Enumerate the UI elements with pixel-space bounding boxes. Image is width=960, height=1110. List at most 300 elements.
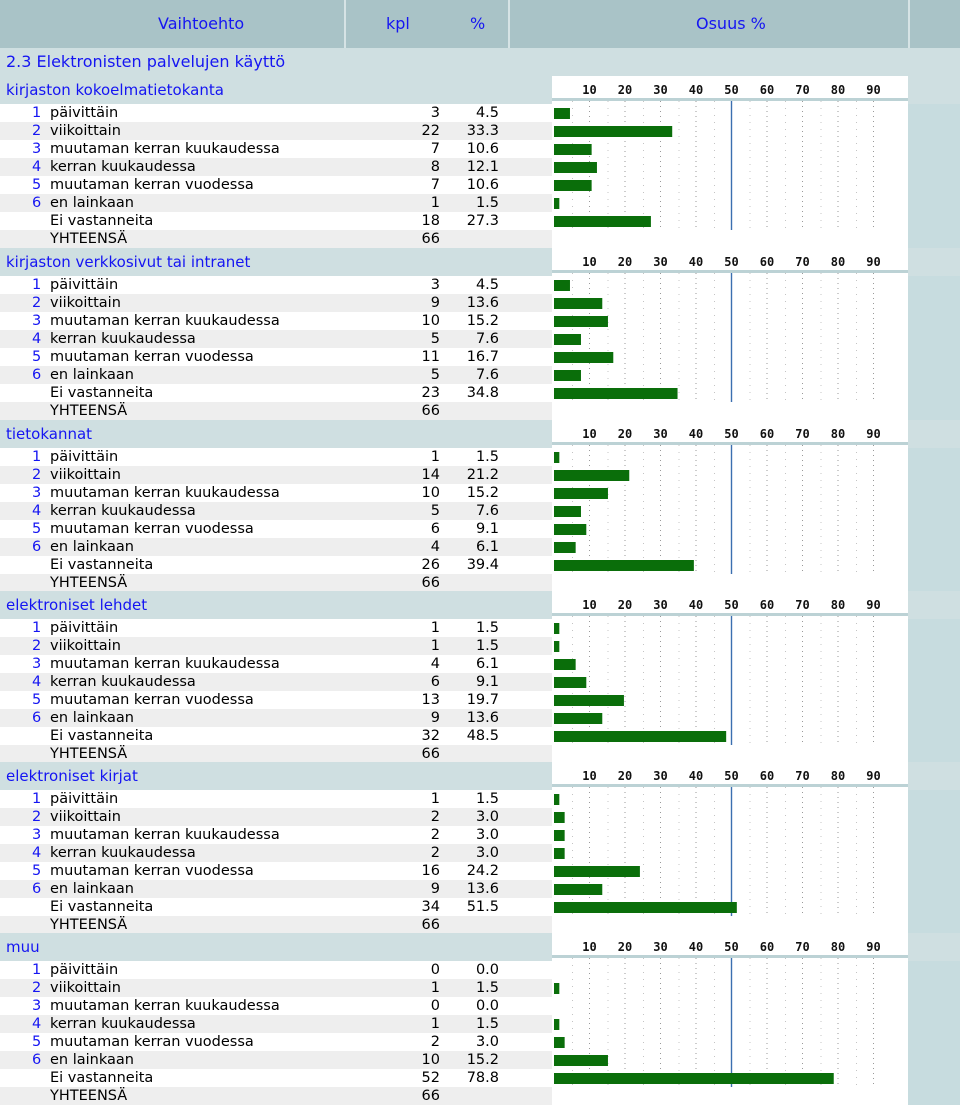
total-label: YHTEENSÄ (50, 746, 128, 762)
row-right-gutter (908, 655, 960, 673)
percent-value: 1.5 (475, 620, 499, 636)
count-value: 5 (430, 503, 440, 519)
share-bar (554, 198, 559, 209)
count-value: 23 (421, 385, 440, 401)
row-right-gutter (908, 366, 960, 384)
option-label: muutaman kerran vuodessa (50, 692, 254, 708)
tick-label: 10 (582, 769, 597, 783)
percent-value: 7.6 (475, 367, 499, 383)
tick-label: 70 (795, 255, 810, 269)
percent-value: 34.8 (466, 385, 499, 401)
percent-value: 15.2 (466, 485, 499, 501)
total-count: 66 (421, 746, 440, 762)
count-value: 10 (421, 485, 440, 501)
tick-label: 10 (582, 83, 597, 97)
option-number: 1 (32, 105, 42, 121)
share-bar-chart (552, 420, 908, 574)
option-number: 1 (32, 449, 42, 465)
row-right-gutter (908, 673, 960, 691)
count-value: 2 (430, 809, 440, 825)
count-value: 1 (430, 791, 440, 807)
col-pct-header: % (470, 14, 486, 33)
option-number: 3 (32, 827, 42, 843)
count-value: 6 (430, 674, 440, 690)
share-bar-chart (552, 76, 908, 230)
row-right-gutter (908, 1051, 960, 1069)
row-right-gutter (908, 212, 960, 230)
share-bar (554, 866, 640, 877)
section-heading-band (0, 48, 960, 76)
share-bar (554, 470, 629, 481)
tick-label: 90 (866, 940, 881, 954)
option-label: kerran kuukaudessa (50, 1016, 196, 1032)
total-row (0, 916, 960, 934)
tick-label: 80 (830, 940, 846, 954)
option-label: muutaman kerran vuodessa (50, 349, 254, 365)
tick-label: 90 (866, 769, 881, 783)
tick-label: 60 (759, 427, 775, 441)
share-bar (554, 983, 559, 994)
row-right-gutter (908, 709, 960, 727)
percent-value: 3.0 (475, 827, 499, 843)
total-label: YHTEENSÄ (50, 917, 128, 933)
tick-label: 20 (617, 940, 633, 954)
row-right-gutter (908, 790, 960, 808)
percent-value: 15.2 (466, 313, 499, 329)
option-label: Ei vastanneita (50, 1070, 154, 1086)
section-title: elektroniset kirjat (6, 767, 138, 785)
row-right-gutter (908, 176, 960, 194)
tick-label: 20 (617, 255, 633, 269)
percent-value: 21.2 (466, 467, 499, 483)
option-label: viikoittain (50, 638, 121, 654)
option-label: päivittäin (50, 791, 119, 807)
option-number: 3 (32, 656, 42, 672)
share-bar (554, 452, 559, 463)
share-bar (554, 388, 678, 399)
option-number: 2 (32, 123, 42, 139)
tick-label: 40 (688, 83, 704, 97)
percent-value: 1.5 (475, 638, 499, 654)
option-label: kerran kuukaudessa (50, 845, 196, 861)
option-number: 5 (32, 692, 42, 708)
percent-value: 4.5 (475, 277, 499, 293)
count-value: 1 (430, 1016, 440, 1032)
count-value: 9 (430, 295, 440, 311)
option-label: viikoittain (50, 467, 121, 483)
percent-value: 51.5 (466, 899, 499, 915)
row-right-gutter (908, 916, 960, 934)
row-right-gutter (908, 844, 960, 862)
option-number: 2 (32, 638, 42, 654)
option-label: en lainkaan (50, 1052, 134, 1068)
percent-value: 24.2 (466, 863, 499, 879)
option-number: 2 (32, 980, 42, 996)
option-label: muutaman kerran kuukaudessa (50, 485, 280, 501)
option-label: Ei vastanneita (50, 385, 154, 401)
count-value: 4 (430, 656, 440, 672)
option-label: Ei vastanneita (50, 899, 154, 915)
count-value: 1 (430, 620, 440, 636)
option-label: kerran kuukaudessa (50, 331, 196, 347)
percent-value: 3.0 (475, 1034, 499, 1050)
share-bar (554, 352, 613, 363)
total-label: YHTEENSÄ (50, 231, 128, 247)
option-number: 1 (32, 620, 42, 636)
share-bar-chart (552, 933, 908, 1087)
row-right-gutter (908, 402, 960, 420)
percent-value: 10.6 (466, 141, 499, 157)
tick-label: 70 (795, 598, 810, 612)
tick-label: 90 (866, 598, 881, 612)
option-label: päivittäin (50, 620, 119, 636)
option-label: kerran kuukaudessa (50, 503, 196, 519)
option-label: Ei vastanneita (50, 557, 154, 573)
total-count: 66 (421, 403, 440, 419)
count-value: 14 (421, 467, 440, 483)
share-bar (554, 542, 576, 553)
tick-label: 70 (795, 83, 810, 97)
col-option-header: Vaihtoehto (158, 14, 245, 33)
tick-label: 70 (795, 940, 810, 954)
count-value: 2 (430, 827, 440, 843)
tick-label: 20 (617, 769, 633, 783)
option-label: Ei vastanneita (50, 213, 154, 229)
row-right-gutter (908, 158, 960, 176)
count-value: 2 (430, 845, 440, 861)
share-bar (554, 830, 565, 841)
percent-value: 1.5 (475, 791, 499, 807)
tick-label: 40 (688, 598, 704, 612)
share-bar-chart (552, 762, 908, 916)
count-value: 3 (430, 105, 440, 121)
row-right-gutter (908, 104, 960, 122)
count-value: 18 (421, 213, 440, 229)
percent-value: 33.3 (466, 123, 499, 139)
share-bar (554, 560, 694, 571)
share-bar (554, 1019, 559, 1030)
tick-label: 60 (759, 940, 775, 954)
option-label: päivittäin (50, 277, 119, 293)
option-number: 5 (32, 521, 42, 537)
option-number: 1 (32, 791, 42, 807)
total-label: YHTEENSÄ (50, 403, 128, 419)
section-title: tietokannat (6, 425, 93, 443)
percent-value: 13.6 (466, 295, 499, 311)
col-share-header: Osuus % (696, 14, 766, 33)
total-count: 66 (421, 575, 440, 591)
percent-value: 1.5 (475, 195, 499, 211)
total-count: 66 (421, 1088, 440, 1104)
count-value: 5 (430, 367, 440, 383)
count-value: 7 (430, 177, 440, 193)
option-number: 6 (32, 539, 42, 555)
count-value: 1 (430, 980, 440, 996)
option-label: päivittäin (50, 962, 119, 978)
tick-label: 50 (724, 769, 739, 783)
tick-label: 50 (724, 940, 739, 954)
count-value: 10 (421, 313, 440, 329)
section-heading: 2.3 Elektronisten palvelujen käyttö (6, 52, 286, 71)
tick-label: 20 (617, 427, 633, 441)
tick-label: 60 (759, 598, 775, 612)
count-value: 5 (430, 331, 440, 347)
option-label: päivittäin (50, 449, 119, 465)
total-label: YHTEENSÄ (50, 1088, 128, 1104)
tick-label: 20 (617, 83, 633, 97)
row-right-gutter (908, 997, 960, 1015)
share-bar (554, 1037, 565, 1048)
percent-value: 13.6 (466, 710, 499, 726)
option-number: 3 (32, 313, 42, 329)
row-right-gutter (908, 1015, 960, 1033)
option-number: 2 (32, 809, 42, 825)
row-right-gutter (908, 230, 960, 248)
share-bar (554, 316, 608, 327)
tick-label: 90 (866, 427, 881, 441)
tick-strip (552, 784, 908, 787)
share-bar (554, 488, 608, 499)
row-right-gutter (908, 348, 960, 366)
option-number: 3 (32, 485, 42, 501)
count-value: 9 (430, 710, 440, 726)
option-number: 4 (32, 503, 42, 519)
share-bar (554, 126, 672, 137)
percent-value: 1.5 (475, 449, 499, 465)
row-right-gutter (908, 140, 960, 158)
option-label: muutaman kerran kuukaudessa (50, 827, 280, 843)
row-right-gutter (908, 745, 960, 763)
count-value: 6 (430, 521, 440, 537)
option-number: 1 (32, 962, 42, 978)
share-bar (554, 848, 565, 859)
percent-value: 7.6 (475, 331, 499, 347)
tick-label: 30 (653, 255, 668, 269)
count-value: 0 (430, 962, 440, 978)
percent-value: 4.5 (475, 105, 499, 121)
tick-label: 40 (688, 255, 704, 269)
row-right-gutter (908, 384, 960, 402)
total-row (0, 402, 960, 420)
tick-label: 70 (795, 769, 810, 783)
tick-label: 10 (582, 255, 597, 269)
tick-strip (552, 955, 908, 958)
option-number: 5 (32, 863, 42, 879)
header-divider (344, 0, 346, 48)
row-right-gutter (908, 466, 960, 484)
option-number: 2 (32, 295, 42, 311)
tick-label: 80 (830, 598, 846, 612)
row-right-gutter (908, 808, 960, 826)
tick-label: 70 (795, 427, 810, 441)
header-divider (508, 0, 510, 48)
option-label: muutaman kerran vuodessa (50, 863, 254, 879)
option-number: 4 (32, 331, 42, 347)
row-right-gutter (908, 1033, 960, 1051)
option-label: viikoittain (50, 123, 121, 139)
share-bar (554, 334, 581, 345)
total-count: 66 (421, 231, 440, 247)
tick-label: 30 (653, 427, 668, 441)
tick-label: 50 (724, 427, 739, 441)
percent-value: 1.5 (475, 980, 499, 996)
tick-label: 40 (688, 769, 704, 783)
count-value: 4 (430, 539, 440, 555)
row-right-gutter (908, 979, 960, 997)
share-bar (554, 370, 581, 381)
row-right-gutter (908, 556, 960, 574)
count-value: 9 (430, 881, 440, 897)
option-label: viikoittain (50, 809, 121, 825)
option-label: en lainkaan (50, 710, 134, 726)
section-title: muu (6, 938, 40, 956)
share-bar (554, 812, 565, 823)
option-label: muutaman kerran kuukaudessa (50, 656, 280, 672)
count-value: 7 (430, 141, 440, 157)
row-right-gutter (908, 727, 960, 745)
tick-label: 60 (759, 255, 775, 269)
percent-value: 78.8 (466, 1070, 499, 1086)
tick-label: 60 (759, 769, 775, 783)
share-bar (554, 1055, 608, 1066)
option-number: 1 (32, 277, 42, 293)
share-bar (554, 884, 602, 895)
share-bar (554, 144, 592, 155)
share-bar (554, 659, 576, 670)
option-label: en lainkaan (50, 367, 134, 383)
count-value: 11 (421, 349, 440, 365)
share-bar (554, 180, 592, 191)
tick-strip (552, 270, 908, 273)
percent-value: 27.3 (466, 213, 499, 229)
option-number: 6 (32, 195, 42, 211)
count-value: 8 (430, 159, 440, 175)
total-count: 66 (421, 917, 440, 933)
count-value: 3 (430, 277, 440, 293)
tick-label: 80 (830, 769, 846, 783)
tick-label: 90 (866, 255, 881, 269)
option-label: en lainkaan (50, 195, 134, 211)
share-bar (554, 677, 586, 688)
tick-label: 10 (582, 427, 597, 441)
row-right-gutter (908, 484, 960, 502)
share-bar (554, 280, 570, 291)
share-bar (554, 1073, 834, 1084)
percent-value: 12.1 (466, 159, 499, 175)
option-label: viikoittain (50, 295, 121, 311)
percent-value: 19.7 (466, 692, 499, 708)
row-right-gutter (908, 330, 960, 348)
option-label: en lainkaan (50, 881, 134, 897)
count-value: 1 (430, 638, 440, 654)
tick-label: 30 (653, 769, 668, 783)
option-label: muutaman kerran kuukaudessa (50, 313, 280, 329)
row-right-gutter (908, 574, 960, 592)
count-value: 0 (430, 998, 440, 1014)
row-right-gutter (908, 862, 960, 880)
tick-label: 80 (830, 83, 846, 97)
section-title: elektroniset lehdet (6, 596, 148, 614)
percent-value: 1.5 (475, 1016, 499, 1032)
percent-value: 13.6 (466, 881, 499, 897)
count-value: 16 (421, 863, 440, 879)
row-right-gutter (908, 826, 960, 844)
total-row (0, 574, 960, 592)
share-bar (554, 794, 559, 805)
row-right-gutter (908, 691, 960, 709)
option-label: muutaman kerran kuukaudessa (50, 998, 280, 1014)
option-label: muutaman kerran vuodessa (50, 521, 254, 537)
option-number: 4 (32, 674, 42, 690)
tick-label: 10 (582, 598, 597, 612)
percent-value: 48.5 (466, 728, 499, 744)
total-label: YHTEENSÄ (50, 575, 128, 591)
percent-value: 16.7 (466, 349, 499, 365)
share-bar (554, 713, 602, 724)
total-row (0, 230, 960, 248)
count-value: 22 (421, 123, 440, 139)
percent-value: 3.0 (475, 809, 499, 825)
percent-value: 39.4 (466, 557, 499, 573)
section-title: kirjaston kokoelmatietokanta (6, 81, 224, 99)
tick-label: 50 (724, 83, 739, 97)
option-number: 5 (32, 349, 42, 365)
share-bar (554, 162, 597, 173)
count-value: 52 (421, 1070, 440, 1086)
count-value: 2 (430, 1034, 440, 1050)
row-right-gutter (908, 637, 960, 655)
row-right-gutter (908, 1087, 960, 1105)
percent-value: 3.0 (475, 845, 499, 861)
option-label: muutaman kerran vuodessa (50, 177, 254, 193)
tick-label: 60 (759, 83, 775, 97)
tick-label: 50 (724, 598, 739, 612)
percent-value: 10.6 (466, 177, 499, 193)
percent-value: 6.1 (475, 656, 499, 672)
share-bar (554, 108, 570, 119)
row-right-gutter (908, 898, 960, 916)
share-bar (554, 524, 586, 535)
option-number: 3 (32, 141, 42, 157)
row-right-gutter (908, 1069, 960, 1087)
tick-label: 40 (688, 940, 704, 954)
count-value: 32 (421, 728, 440, 744)
count-value: 34 (421, 899, 440, 915)
option-label: viikoittain (50, 980, 121, 996)
option-number: 6 (32, 710, 42, 726)
tick-strip (552, 98, 908, 101)
total-row (0, 745, 960, 763)
tick-label: 50 (724, 255, 739, 269)
tick-label: 10 (582, 940, 597, 954)
row-right-gutter (908, 294, 960, 312)
section-title: kirjaston verkkosivut tai intranet (6, 253, 251, 271)
row-right-gutter (908, 312, 960, 330)
header-divider (908, 0, 910, 48)
option-number: 2 (32, 467, 42, 483)
share-bar (554, 623, 559, 634)
tick-label: 30 (653, 598, 668, 612)
option-number: 6 (32, 881, 42, 897)
option-label: Ei vastanneita (50, 728, 154, 744)
row-right-gutter (908, 122, 960, 140)
tick-label: 40 (688, 427, 704, 441)
option-number: 4 (32, 845, 42, 861)
count-value: 13 (421, 692, 440, 708)
table-header (0, 0, 960, 48)
option-number: 4 (32, 159, 42, 175)
tick-strip (552, 442, 908, 445)
